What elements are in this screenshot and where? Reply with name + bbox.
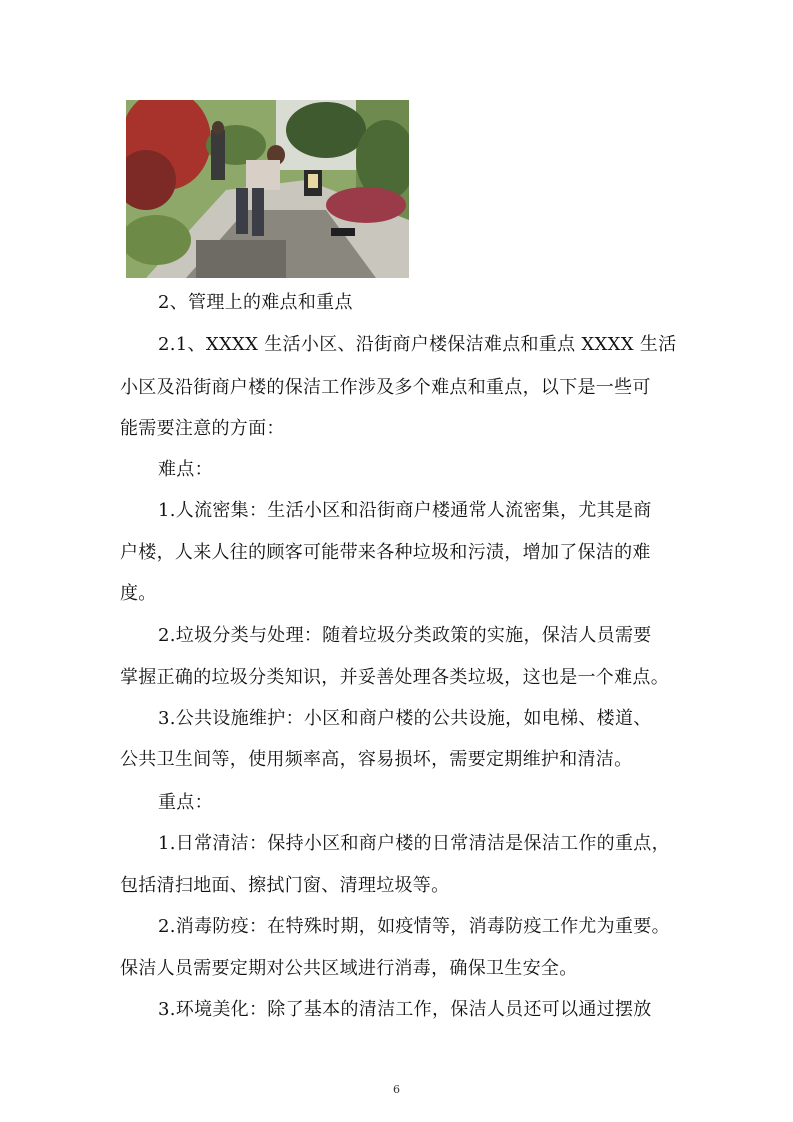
paragraph-line: 包括清扫地面、擦拭门窗、清理垃圾等。 (120, 875, 450, 896)
paragraph-line: 1.人流密集：生活小区和沿街商户楼通常人流密集，尤其是商 (158, 500, 652, 521)
paragraph-line: 3.环境美化：除了基本的清洁工作，保洁人员还可以通过摆放 (158, 999, 652, 1020)
paragraph-line: 能需要注意的方面： (120, 418, 285, 439)
paragraph-line: 小区及沿街商户楼的保洁工作涉及多个难点和重点，以下是一些可 (120, 377, 651, 398)
page-number: 6 (393, 1083, 400, 1096)
paragraph-line: 度。 (120, 583, 157, 604)
garden-cleaning-photo (126, 100, 409, 278)
paragraph-line: 保洁人员需要定期对公共区域进行消毒，确保卫生安全。 (120, 958, 578, 979)
paragraph-line: 掌握正确的垃圾分类知识，并妥善处理各类垃圾，这也是一个难点。 (120, 667, 669, 688)
section-heading: 2、管理上的难点和重点 (158, 292, 353, 313)
paragraph-line: 公共卫生间等，使用频率高，容易损坏，需要定期维护和清洁。 (120, 749, 633, 770)
paragraph-line: 2.垃圾分类与处理：随着垃圾分类政策的实施，保洁人员需要 (158, 625, 652, 646)
paragraph-line: 2.1、XXXX 生活小区、沿街商户楼保洁难点和重点 XXXX 生活 (158, 334, 677, 355)
paragraph-line: 3.公共设施维护：小区和商户楼的公共设施，如电梯、楼道、 (158, 708, 652, 729)
subheading-key-points: 重点： (158, 792, 213, 813)
subheading-difficulties: 难点： (158, 459, 213, 480)
paragraph-line: 1.日常清洁：保持小区和商户楼的日常清洁是保洁工作的重点， (158, 833, 670, 854)
paragraph-line: 2.消毒防疫：在特殊时期，如疫情等，消毒防疫工作尤为重要。 (158, 916, 670, 937)
paragraph-line: 户楼，人来人往的顾客可能带来各种垃圾和污渍，增加了保洁的难 (120, 542, 651, 563)
